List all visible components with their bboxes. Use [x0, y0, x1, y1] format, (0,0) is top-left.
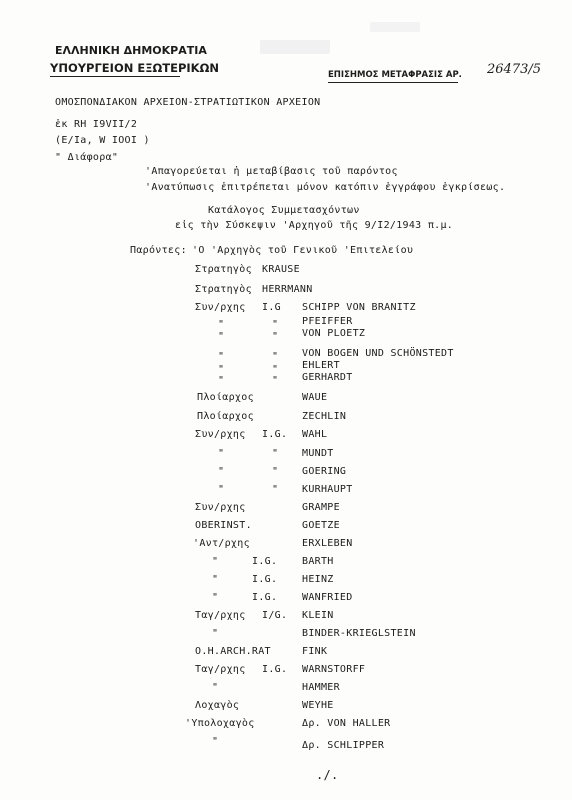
archive-ref-3: " Διάφορα": [55, 152, 119, 163]
attendee-rank: Ταγ/ρχης: [195, 664, 246, 675]
attendee-mid: I/G.: [262, 610, 288, 621]
attendee-name: SCHIPP VON BRANITZ: [302, 302, 416, 313]
attendee-rank: ": [212, 736, 219, 747]
attendee-name: GOETZE: [302, 520, 340, 531]
ministry-line-1: ΕΛΛΗΝΙΚΗ ΔΗΜΟΚΡΑΤΙΑ: [55, 44, 207, 57]
attendee-rank: ": [218, 484, 225, 495]
attendee-rank: 'Υπολοχαγὸς: [185, 718, 255, 729]
faint-stamp-mark: [260, 40, 330, 54]
attendee-name: WEYHE: [302, 700, 334, 711]
attendee-rank: Ταγ/ρχης: [195, 610, 246, 621]
attendee-rank: ": [212, 574, 219, 585]
attendee-rank: ": [212, 682, 219, 693]
attendee-name: MUNDT: [302, 448, 334, 459]
attendee-name: GERHARDT: [302, 372, 353, 383]
attendee-rank: Συν/ρχης: [195, 302, 246, 313]
attendee-rank: Στρατηγὸς: [195, 264, 252, 275]
attendee-name: WAUE: [302, 392, 328, 403]
attendee-name: PFEIFFER: [302, 316, 353, 327]
ministry-underline: [50, 76, 180, 77]
translation-number: 26473/5: [487, 62, 542, 77]
attendee-rank: Συν/ρχης: [195, 429, 246, 440]
attendee-rank: ": [218, 331, 225, 342]
attendee-name: ERXLEBEN: [302, 538, 353, 549]
attendee-mid: I.G.: [252, 574, 278, 585]
attendee-mid: ": [272, 364, 279, 375]
attendee-mid: ": [272, 466, 279, 477]
catalog-subtitle: εἰς τὴν Σύσκεψιν 'Αρχηγοῦ τῆς 9/I2/1943 π.μ.: [175, 220, 454, 231]
attendee-name: ZECHLIN: [302, 411, 347, 422]
attendee-rank: ": [218, 466, 225, 477]
attendee-rank: ": [212, 628, 219, 639]
attendee-rank: ": [218, 448, 225, 459]
attendee-rank: ": [218, 364, 225, 375]
archive-ref-2: (E/Ia, W IOOI ): [55, 135, 150, 146]
attendee-name: GOERING: [302, 466, 347, 477]
attendee-rank: ": [212, 592, 219, 603]
attendee-rank: O.H.ARCH.RAT: [195, 646, 271, 657]
present-head: 'Ο 'Αρχηγὸς τοῦ Γενικοῦ 'Επιτελείου: [192, 245, 414, 256]
attendee-name: WARNSTORFF: [302, 664, 366, 675]
attendee-mid: ": [272, 375, 279, 386]
attendee-mid: ": [272, 351, 279, 362]
attendee-name: BINDER-KRIEGLSTEIN: [302, 628, 416, 639]
attendee-rank: Πλοίαρχος: [197, 411, 254, 422]
archive-ref-1: ἐκ RH I9VII/2: [55, 119, 138, 130]
attendee-rank: OBERINST.: [195, 520, 252, 531]
attendee-rank: Λοχαγὸς: [195, 700, 240, 711]
attendee-name: Δρ. SCHLIPPER: [302, 740, 385, 751]
notice-line-1: 'Απαγορεύεται ἡ μεταβίβασις τοῦ παρόντος: [145, 166, 398, 177]
continuation-mark: ./.: [316, 768, 339, 782]
catalog-title: Κατάλογος Συμμετασχόντων: [208, 205, 360, 216]
attendee-rank: ": [218, 375, 225, 386]
faint-stamp-mark: [370, 22, 420, 32]
attendee-name: HERRMANN: [262, 284, 313, 295]
attendee-rank: ": [218, 319, 225, 330]
attendee-name: FINK: [302, 646, 328, 657]
present-label: Παρόντες:: [130, 245, 187, 256]
attendee-name: KRAUSE: [262, 264, 300, 275]
attendee-name: WAHL: [302, 429, 328, 440]
ministry-line-2: ΥΠΟΥΡΓΕΙΟΝ ΕΞΩΤΕΡΙΚΩΝ: [50, 61, 219, 75]
archive-title: ΟΜΟΣΠΟΝΔΙΑΚΟΝ ΑΡΧΕΙΟΝ-ΣΤΡΑΤΙΩΤΙΚΟΝ ΑΡΧΕΙΟΝ: [55, 97, 321, 108]
attendee-name: KLEIN: [302, 610, 334, 621]
translation-underline: [328, 82, 458, 83]
attendee-mid: ": [272, 331, 279, 342]
official-translation-label: ΕΠΙΣΗΜΟΣ ΜΕΤΑΦΡΑΣΙΣ ΑΡ.: [328, 70, 462, 80]
attendee-rank: ": [218, 351, 225, 362]
attendee-rank: Πλοίαρχος: [197, 392, 254, 403]
attendee-name: Δρ. VON HALLER: [302, 718, 391, 729]
attendee-name: VON BOGEN UND SCHÖNSTEDT: [302, 348, 454, 359]
attendee-name: VON PLOETZ: [302, 328, 366, 339]
attendee-mid: ": [272, 448, 279, 459]
attendee-mid: ": [272, 319, 279, 330]
attendee-name: EHLERT: [302, 360, 340, 371]
attendee-name: GRAMPE: [302, 502, 340, 513]
attendee-rank: Στρατηγὸς: [195, 284, 252, 295]
attendee-rank: ": [212, 556, 219, 567]
attendee-mid: I.G.: [262, 664, 288, 675]
attendee-mid: I.G.: [252, 556, 278, 567]
attendee-mid: I.G.: [262, 429, 288, 440]
attendee-name: HEINZ: [302, 574, 334, 585]
attendee-name: KURHAUPT: [302, 484, 353, 495]
attendee-name: BARTH: [302, 556, 334, 567]
attendee-rank: 'Αντ/ρχης: [193, 538, 250, 549]
attendee-name: HAMMER: [302, 682, 340, 693]
attendee-mid: I.G.: [252, 592, 278, 603]
attendee-mid: ": [272, 484, 279, 495]
attendee-mid: I.G: [262, 302, 281, 313]
attendee-name: WANFRIED: [302, 592, 353, 603]
notice-line-2: 'Ανατύπωσις ἐπιτρέπεται μόνον κατόπιν ἐγγράφου ἐγκρίσεως.: [145, 182, 506, 193]
attendee-rank: Συν/ρχης: [195, 502, 246, 513]
